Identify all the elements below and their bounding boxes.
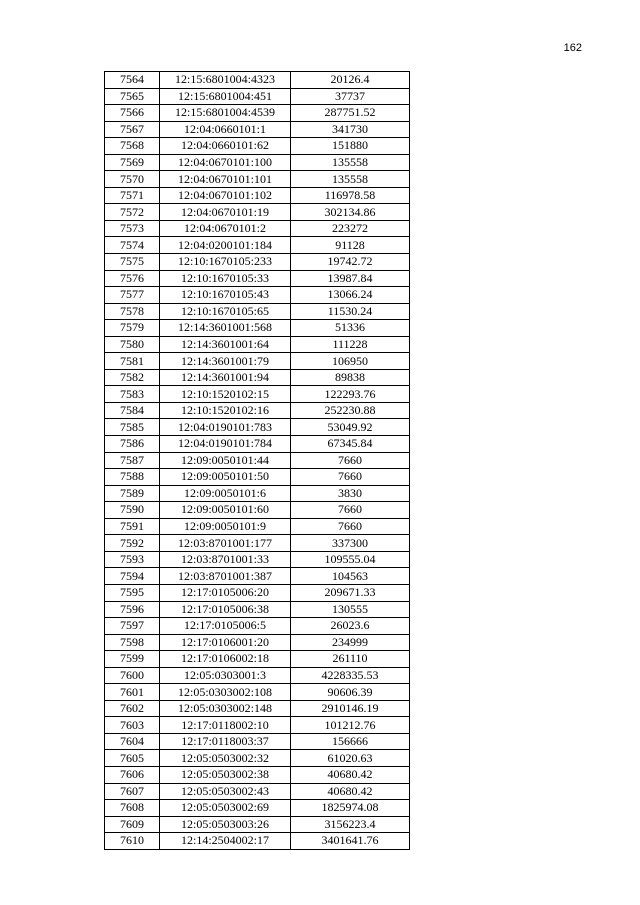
value-cell: 19742.72 <box>291 254 410 271</box>
table-body <box>105 72 410 850</box>
value-cell: 252230.88 <box>291 402 410 419</box>
row-index-cell: 7585 <box>105 419 160 436</box>
cadastral-number-cell: 12:10:1670105:65 <box>160 303 291 320</box>
cadastral-number-cell: 12:17:0118003:37 <box>160 733 291 750</box>
value-cell: 106950 <box>291 353 410 370</box>
cadastral-number-cell: 12:14:3601001:94 <box>160 369 291 386</box>
row-index-cell: 7601 <box>105 684 160 701</box>
table-row <box>105 800 410 817</box>
cadastral-number-cell: 12:15:6801004:4323 <box>160 72 291 89</box>
value-cell: 122293.76 <box>291 386 410 403</box>
cadastral-number-cell: 12:05:0303002:148 <box>160 700 291 717</box>
table-row <box>105 551 410 568</box>
table-row <box>105 320 410 337</box>
value-cell: 7660 <box>291 518 410 535</box>
table-row <box>105 254 410 271</box>
row-index-cell: 7598 <box>105 634 160 651</box>
value-cell: 151880 <box>291 138 410 155</box>
cadastral-number-cell: 12:17:0105006:5 <box>160 618 291 635</box>
row-index-cell: 7590 <box>105 502 160 519</box>
table-row <box>105 154 410 171</box>
value-cell: 40680.42 <box>291 766 410 783</box>
table-row <box>105 237 410 254</box>
cadastral-number-cell: 12:14:2504002:17 <box>160 833 291 850</box>
cadastral-number-cell: 12:17:0105006:20 <box>160 584 291 601</box>
table-row <box>105 469 410 486</box>
row-index-cell: 7565 <box>105 88 160 105</box>
row-index-cell: 7582 <box>105 369 160 386</box>
value-cell: 135558 <box>291 171 410 188</box>
cadastral-number-cell: 12:03:8701001:387 <box>160 568 291 585</box>
cadastral-number-cell: 12:04:0190101:784 <box>160 436 291 453</box>
row-index-cell: 7581 <box>105 353 160 370</box>
table-row <box>105 171 410 188</box>
cadastral-number-cell: 12:15:6801004:451 <box>160 88 291 105</box>
table-row <box>105 220 410 237</box>
table-row <box>105 568 410 585</box>
row-index-cell: 7587 <box>105 452 160 469</box>
row-index-cell: 7591 <box>105 518 160 535</box>
cadastral-number-cell: 12:17:0106002:18 <box>160 651 291 668</box>
cadastral-number-cell: 12:04:0670101:2 <box>160 220 291 237</box>
cadastral-number-cell: 12:09:0050101:60 <box>160 502 291 519</box>
row-index-cell: 7600 <box>105 667 160 684</box>
row-index-cell: 7595 <box>105 584 160 601</box>
cadastral-number-cell: 12:17:0105006:38 <box>160 601 291 618</box>
table-row <box>105 750 410 767</box>
row-index-cell: 7569 <box>105 154 160 171</box>
row-index-cell: 7566 <box>105 105 160 122</box>
row-index-cell: 7594 <box>105 568 160 585</box>
value-cell: 51336 <box>291 320 410 337</box>
cadastral-number-cell: 12:05:0503002:69 <box>160 800 291 817</box>
cadastral-number-cell: 12:04:0660101:1 <box>160 121 291 138</box>
value-cell: 67345.84 <box>291 436 410 453</box>
value-cell: 91128 <box>291 237 410 254</box>
value-cell: 53049.92 <box>291 419 410 436</box>
table-row <box>105 485 410 502</box>
table-row <box>105 833 410 850</box>
value-cell: 2910146.19 <box>291 700 410 717</box>
cadastral-number-cell: 12:04:0190101:783 <box>160 419 291 436</box>
cadastral-number-cell: 12:10:1520102:15 <box>160 386 291 403</box>
cadastral-number-cell: 12:09:0050101:9 <box>160 518 291 535</box>
value-cell: 90606.39 <box>291 684 410 701</box>
table-row <box>105 353 410 370</box>
table-row <box>105 303 410 320</box>
row-index-cell: 7577 <box>105 287 160 304</box>
row-index-cell: 7592 <box>105 535 160 552</box>
row-index-cell: 7575 <box>105 254 160 271</box>
table-row <box>105 452 410 469</box>
cadastral-number-cell: 12:05:0303001:3 <box>160 667 291 684</box>
row-index-cell: 7599 <box>105 651 160 668</box>
table-row <box>105 518 410 535</box>
value-cell: 26023.6 <box>291 618 410 635</box>
row-index-cell: 7604 <box>105 733 160 750</box>
table-row <box>105 369 410 386</box>
row-index-cell: 7578 <box>105 303 160 320</box>
value-cell: 40680.42 <box>291 783 410 800</box>
row-index-cell: 7579 <box>105 320 160 337</box>
row-index-cell: 7580 <box>105 336 160 353</box>
table-row <box>105 121 410 138</box>
cadastral-number-cell: 12:04:0660101:62 <box>160 138 291 155</box>
value-cell: 3156223.4 <box>291 816 410 833</box>
value-cell: 337300 <box>291 535 410 552</box>
row-index-cell: 7593 <box>105 551 160 568</box>
table-row <box>105 766 410 783</box>
value-cell: 234999 <box>291 634 410 651</box>
row-index-cell: 7597 <box>105 618 160 635</box>
row-index-cell: 7564 <box>105 72 160 89</box>
table-row <box>105 584 410 601</box>
row-index-cell: 7607 <box>105 783 160 800</box>
table-row <box>105 419 410 436</box>
value-cell: 13987.84 <box>291 270 410 287</box>
value-cell: 1825974.08 <box>291 800 410 817</box>
table-row <box>105 601 410 618</box>
table-row <box>105 717 410 734</box>
row-index-cell: 7586 <box>105 436 160 453</box>
table-row <box>105 667 410 684</box>
value-cell: 116978.58 <box>291 187 410 204</box>
table-row <box>105 816 410 833</box>
table-row <box>105 402 410 419</box>
table-row <box>105 700 410 717</box>
table-row <box>105 336 410 353</box>
cadastral-number-cell: 12:10:1670105:233 <box>160 254 291 271</box>
table-row <box>105 72 410 89</box>
value-cell: 7660 <box>291 452 410 469</box>
page-number: 162 <box>563 42 582 54</box>
value-cell: 109555.04 <box>291 551 410 568</box>
value-cell: 302134.86 <box>291 204 410 221</box>
cadastral-number-cell: 12:09:0050101:6 <box>160 485 291 502</box>
value-cell: 3830 <box>291 485 410 502</box>
row-index-cell: 7570 <box>105 171 160 188</box>
cadastral-number-cell: 12:04:0670101:101 <box>160 171 291 188</box>
row-index-cell: 7589 <box>105 485 160 502</box>
table-row <box>105 783 410 800</box>
value-cell: 20126.4 <box>291 72 410 89</box>
cadastral-number-cell: 12:03:8701001:177 <box>160 535 291 552</box>
value-cell: 11530.24 <box>291 303 410 320</box>
table-row <box>105 138 410 155</box>
table-row <box>105 187 410 204</box>
value-cell: 135558 <box>291 154 410 171</box>
data-table <box>104 71 410 850</box>
table-row <box>105 204 410 221</box>
cadastral-number-cell: 12:10:1520102:16 <box>160 402 291 419</box>
table-row <box>105 535 410 552</box>
value-cell: 287751.52 <box>291 105 410 122</box>
row-index-cell: 7572 <box>105 204 160 221</box>
row-index-cell: 7608 <box>105 800 160 817</box>
cadastral-number-cell: 12:03:8701001:33 <box>160 551 291 568</box>
table-row <box>105 502 410 519</box>
table-row <box>105 287 410 304</box>
table-row <box>105 270 410 287</box>
row-index-cell: 7567 <box>105 121 160 138</box>
table-row <box>105 651 410 668</box>
cadastral-number-cell: 12:17:0118002:10 <box>160 717 291 734</box>
row-index-cell: 7576 <box>105 270 160 287</box>
value-cell: 61020.63 <box>291 750 410 767</box>
cadastral-number-cell: 12:14:3601001:568 <box>160 320 291 337</box>
value-cell: 104563 <box>291 568 410 585</box>
value-cell: 13066.24 <box>291 287 410 304</box>
value-cell: 3401641.76 <box>291 833 410 850</box>
table-row <box>105 684 410 701</box>
cadastral-number-cell: 12:05:0503003:26 <box>160 816 291 833</box>
cadastral-number-cell: 12:05:0503002:32 <box>160 750 291 767</box>
value-cell: 130555 <box>291 601 410 618</box>
row-index-cell: 7583 <box>105 386 160 403</box>
cadastral-number-cell: 12:05:0303002:108 <box>160 684 291 701</box>
cadastral-number-cell: 12:04:0670101:100 <box>160 154 291 171</box>
row-index-cell: 7584 <box>105 402 160 419</box>
cadastral-number-cell: 12:14:3601001:64 <box>160 336 291 353</box>
value-cell: 37737 <box>291 88 410 105</box>
value-cell: 156666 <box>291 733 410 750</box>
table-row <box>105 733 410 750</box>
row-index-cell: 7606 <box>105 766 160 783</box>
row-index-cell: 7605 <box>105 750 160 767</box>
cadastral-number-cell: 12:04:0670101:102 <box>160 187 291 204</box>
row-index-cell: 7573 <box>105 220 160 237</box>
table-row <box>105 436 410 453</box>
row-index-cell: 7574 <box>105 237 160 254</box>
table-row <box>105 88 410 105</box>
cadastral-number-cell: 12:10:1670105:43 <box>160 287 291 304</box>
cadastral-number-cell: 12:17:0106001:20 <box>160 634 291 651</box>
value-cell: 261110 <box>291 651 410 668</box>
value-cell: 111228 <box>291 336 410 353</box>
value-cell: 341730 <box>291 121 410 138</box>
row-index-cell: 7603 <box>105 717 160 734</box>
cadastral-number-cell: 12:14:3601001:79 <box>160 353 291 370</box>
cadastral-number-cell: 12:09:0050101:50 <box>160 469 291 486</box>
cadastral-number-cell: 12:04:0200101:184 <box>160 237 291 254</box>
value-cell: 4228335.53 <box>291 667 410 684</box>
value-cell: 223272 <box>291 220 410 237</box>
row-index-cell: 7588 <box>105 469 160 486</box>
table-row <box>105 105 410 122</box>
row-index-cell: 7568 <box>105 138 160 155</box>
row-index-cell: 7610 <box>105 833 160 850</box>
value-cell: 209671.33 <box>291 584 410 601</box>
cadastral-number-cell: 12:04:0670101:19 <box>160 204 291 221</box>
value-cell: 7660 <box>291 502 410 519</box>
cadastral-number-cell: 12:09:0050101:44 <box>160 452 291 469</box>
table-row <box>105 618 410 635</box>
cadastral-number-cell: 12:10:1670105:33 <box>160 270 291 287</box>
cadastral-number-cell: 12:15:6801004:4539 <box>160 105 291 122</box>
table-row <box>105 634 410 651</box>
row-index-cell: 7571 <box>105 187 160 204</box>
row-index-cell: 7602 <box>105 700 160 717</box>
value-cell: 101212.76 <box>291 717 410 734</box>
table-row <box>105 386 410 403</box>
cadastral-number-cell: 12:05:0503002:43 <box>160 783 291 800</box>
row-index-cell: 7609 <box>105 816 160 833</box>
value-cell: 7660 <box>291 469 410 486</box>
value-cell: 89838 <box>291 369 410 386</box>
cadastral-number-cell: 12:05:0503002:38 <box>160 766 291 783</box>
row-index-cell: 7596 <box>105 601 160 618</box>
